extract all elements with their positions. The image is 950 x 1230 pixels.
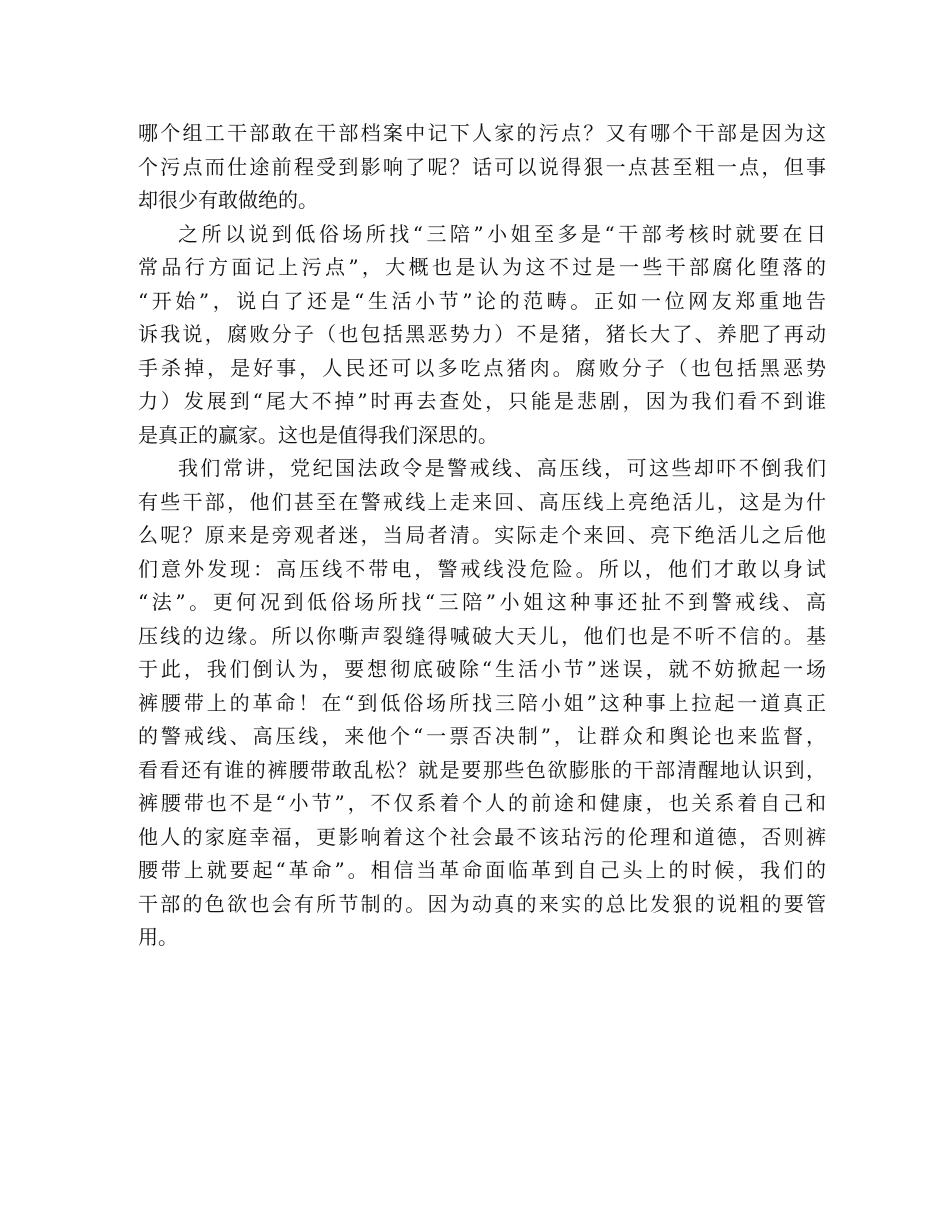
text-line: 的警戒线、高压线，来他个“一票否决制”，让群众和舆论也来监督，	[138, 724, 826, 748]
text-line: 么呢？原来是旁观者迷，当局者清。实际走个来回、亮下绝活儿之后他	[138, 523, 826, 547]
text-line: 个污点而仕途前程受到影响了呢？话可以说得狠一点甚至粗一点，但事	[138, 154, 826, 179]
text-line: 是真正的赢家。这也是值得我们深思的。	[138, 422, 498, 447]
text-line: 干部的色欲也会有所节制的。因为动真的来实的总比发狠的说粗的要管	[138, 891, 826, 916]
text-line: 常品行方面记上污点”，大概也是认为这不过是一些干部腐化堕落的	[138, 255, 826, 279]
text-line: 之所以说到低俗场所找“三陪”小姐至多是“干部考核时就要在日	[178, 221, 826, 246]
text-line: 诉我说，腐败分子（也包括黑恶势力）不是猪，猪长大了、养肥了再动	[138, 322, 826, 346]
text-line: 腰带上就要起“革命”。相信当革命面临革到自己头上的时候，我们的	[138, 858, 826, 882]
text-line: 我们常讲，党纪国法政令是警戒线、高压线，可这些却吓不倒我们	[178, 456, 826, 480]
document-body	[138, 117, 826, 955]
text-line: 他人的家庭幸福，更影响着这个社会最不该玷污的伦理和道德，否则裤	[138, 824, 826, 849]
text-line: 力）发展到“尾大不掉”时再去查处，只能是悲剧，因为我们看不到谁	[138, 389, 826, 413]
text-line: 却很少有敢做绝的。	[138, 188, 318, 212]
text-line: 于此，我们倒认为，要想彻底破除“生活小节”迷误，就不妨掀起一场	[138, 657, 826, 681]
text-line: 有些干部，他们甚至在警戒线上走来回、高压线上亮绝活儿，这是为什	[138, 489, 826, 514]
text-line: 裤腰带也不是“小节”，不仅系着个人的前途和健康，也关系着自己和	[138, 791, 826, 815]
text-line: 们意外发现：高压线不带电，警戒线没危险。所以，他们才敢以身试	[138, 556, 826, 581]
text-line: “法”。更何况到低俗场所找“三陪”小姐这种事还扯不到警戒线、高	[138, 590, 826, 614]
text-line: 哪个组工干部敢在干部档案中记下人家的污点？又有哪个干部是因为这	[138, 121, 826, 145]
text-line: 压线的边缘。所以你嘶声裂缝得喊破大天儿，他们也是不听不信的。基	[138, 623, 826, 648]
paragraph-2	[138, 218, 826, 453]
paragraph-3	[138, 452, 826, 955]
text-line: 手杀掉，是好事，人民还可以多吃点猪肉。腐败分子（也包括黑恶势	[138, 355, 826, 380]
paragraph-1	[138, 117, 826, 218]
text-line: 看看还有谁的裤腰带敢乱松？就是要那些色欲膨胀的干部清醒地认识到，	[138, 757, 826, 782]
text-line: 用。	[138, 925, 178, 949]
text-line: “开始”，说白了还是“生活小节”论的范畴。正如一位网友郑重地告	[138, 288, 826, 313]
text-line: 裤腰带上的革命！在“到低俗场所找三陪小姐”这种事上拉起一道真正	[138, 690, 826, 715]
